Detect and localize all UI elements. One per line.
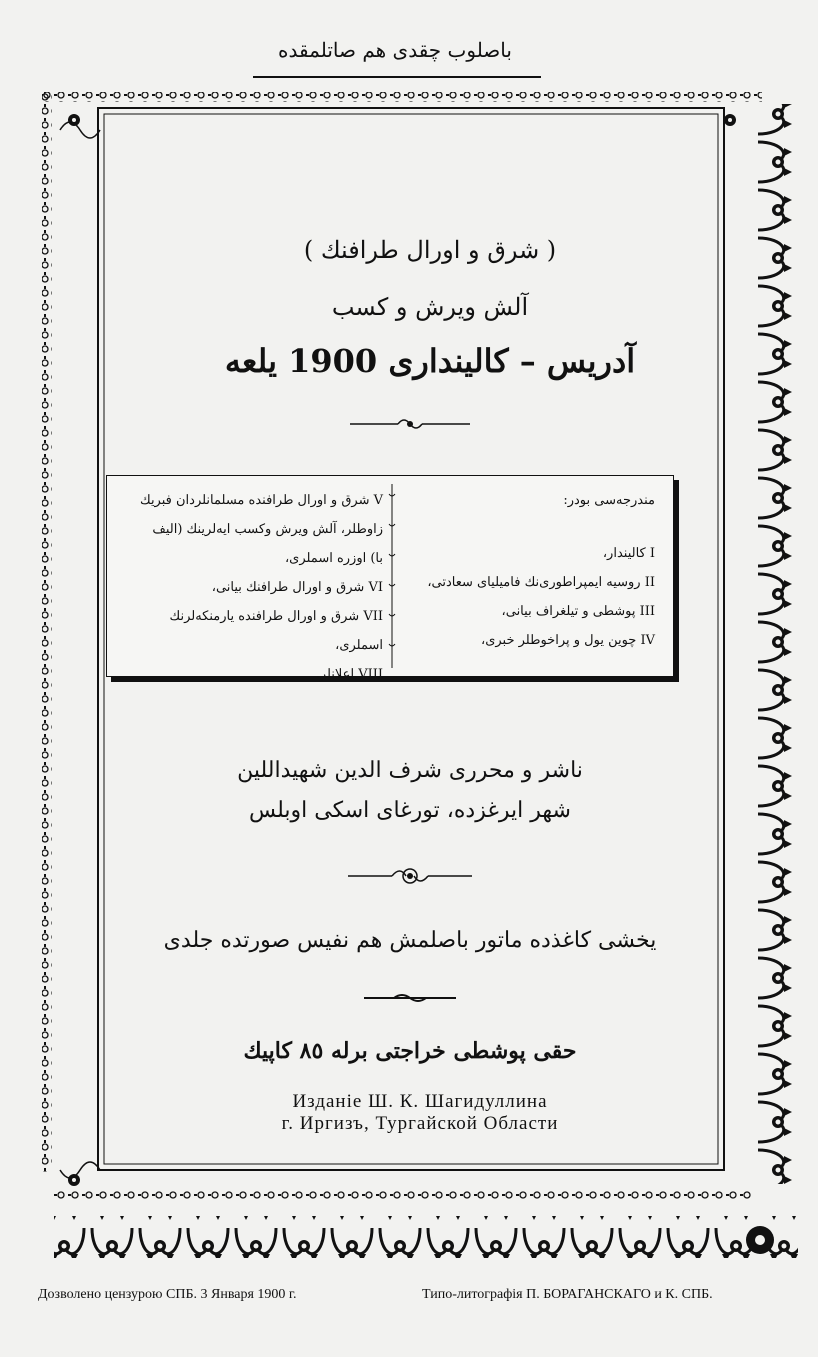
publisher-location: شهر ايرغزده، تورغاى اسكى اوبلس <box>249 798 571 823</box>
heading-main-title: آدریس – كاليندارى 1900 يلعه <box>224 342 636 380</box>
contents-item: II روسيه ايمپراطوری‌نك فاميلياى سعادتى، <box>427 575 655 590</box>
contents-box <box>106 475 674 682</box>
russian-location: г. Иргизъ, Тургайской Области <box>281 1113 559 1134</box>
contents-heading: مندرجه‌سی بودر: <box>563 493 655 508</box>
contents-item: I كاليندار، <box>602 546 655 561</box>
contents-item: VI شرق و اورال طرافنك بيانى، <box>211 580 383 595</box>
publisher-name: ناشر و محررى شرف الدين شهيداللين <box>237 758 583 783</box>
binding-note: يخشى كاغذده ماتور باصلمش هم نفيس صورتده جلدى <box>163 928 657 953</box>
price-line: حقى پوشطى خراجتى برله ٨٥ كاپيك <box>243 1038 577 1064</box>
censorship-note: Дозволено цензурою СПБ. 3 Января 1900 г. <box>38 1287 297 1302</box>
small-ornament <box>360 988 460 1008</box>
contents-item: III پوشطى و تيلغراف بيانى، <box>501 604 655 619</box>
printer-note: Типо-литографія П. БОРАГАНСКАГО и К. СПБ. <box>422 1287 713 1302</box>
contents-item: IV چوين يول و پراخوطلر خبرى، <box>481 633 655 648</box>
contents-item: VII شرق و اورال طرافنده يارمنكه‌لرنك اسملرى، <box>169 609 383 653</box>
contents-item: VIII اعلانلر. <box>315 667 383 682</box>
contents-divider <box>387 484 397 668</box>
contents-right-column <box>405 486 655 655</box>
heading-subject: آلش ویرش و كسب <box>331 293 529 321</box>
contents-item: V شرق و اورال طرافنده مسلمانلردان فبريك <box>139 493 383 508</box>
flower-ornament <box>340 866 480 886</box>
contents-left-column <box>121 486 383 689</box>
contents-item: با) اوزره اسملرى، <box>284 551 383 566</box>
top-rule <box>253 76 541 78</box>
contents-item: زاوطلر، آلش ويرش وكسب ايه‌لرينك (اليف <box>152 522 383 537</box>
russian-publisher: Изданіе Ш. К. Шагидуллина <box>292 1091 548 1112</box>
divider-ornament <box>340 414 480 434</box>
top-label: باصلوب چقدی هم صاتلمقده <box>278 38 512 62</box>
heading-region: ( شرق و اورال طرافنك ) <box>303 236 557 264</box>
